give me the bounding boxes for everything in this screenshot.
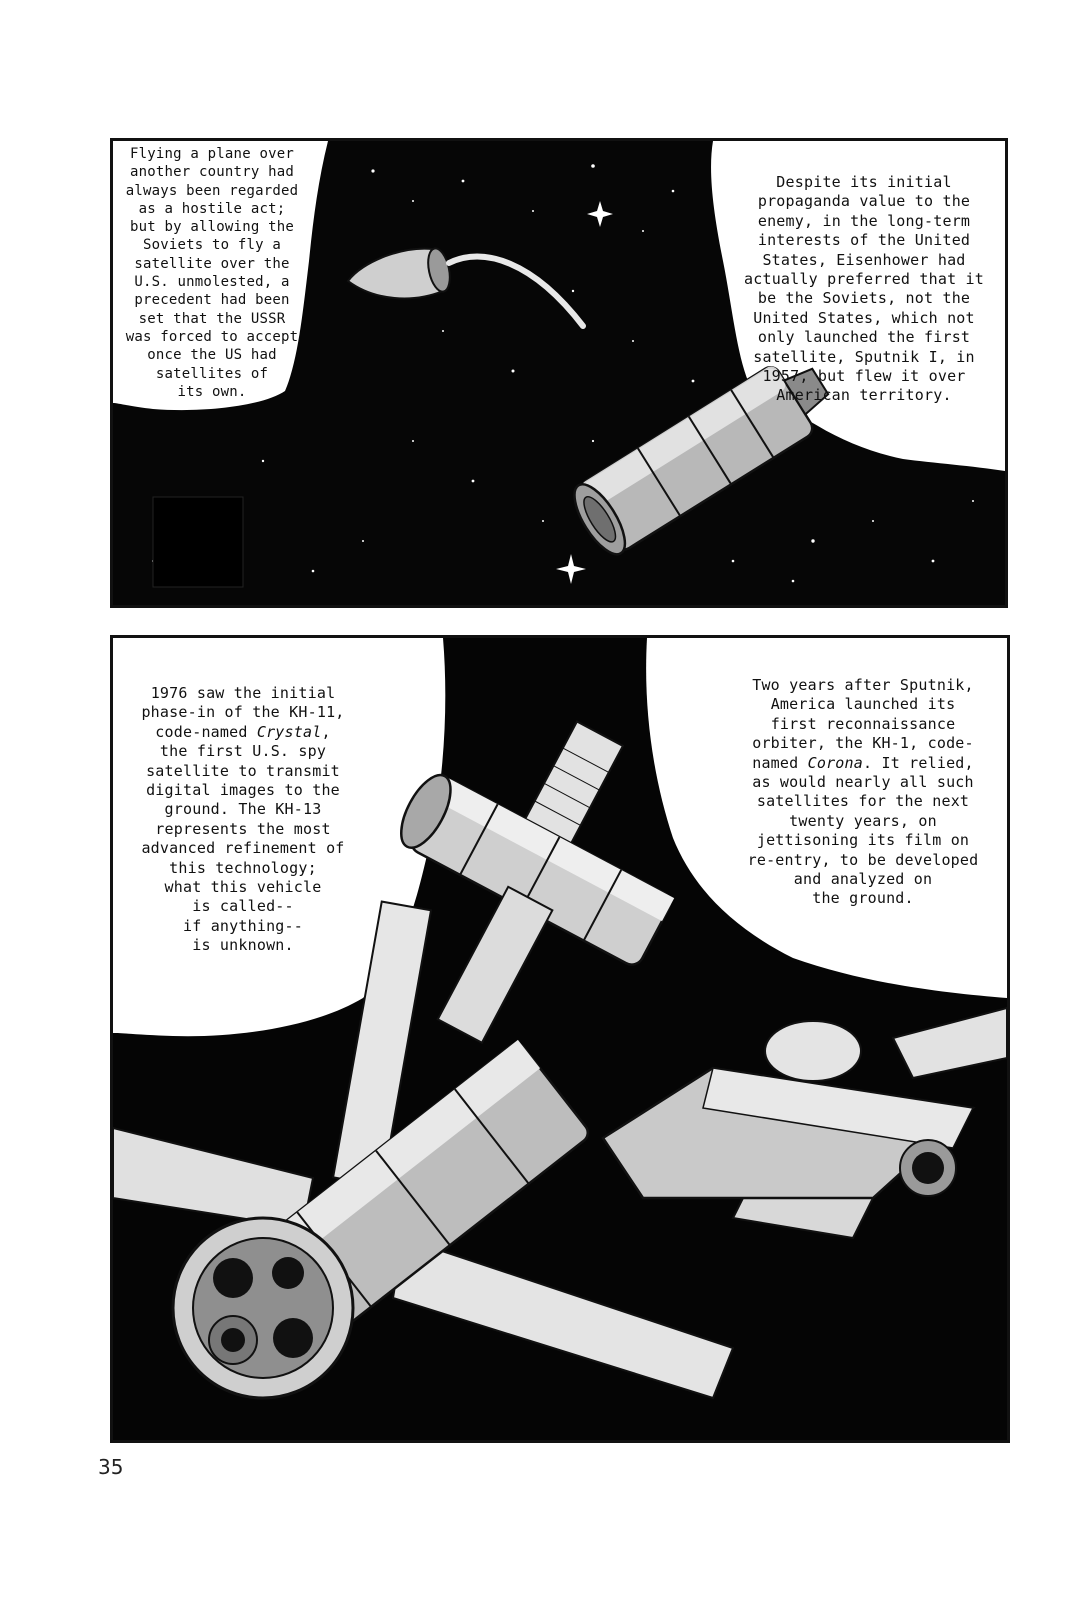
caption-left-top: Flying a plane over another country had always been regarded as a hostile act; but by allowing the Soviets to fly a satellite over the U.S. unmolested, a precedent had been set that the USSR was forced to accept once the US had satellites of its own. (125, 146, 299, 400)
caption-right-bottom (725, 676, 1001, 909)
caption-left-bottom (119, 684, 367, 956)
panel-spy-satellites (110, 635, 1010, 1443)
caption-left-bottom-codename: Crystal (256, 722, 322, 741)
caption-left-bottom-part1: 1976 saw the initial phase-in of the KH-11, code-named (141, 684, 345, 741)
caption-right-bottom-part1: Two years after Sputnik, America launched its first reconnaissance orbiter, the KH-1, code- named (752, 676, 974, 772)
panel-sputnik (110, 138, 1008, 608)
caption-right-bottom-codename: Corona (807, 753, 863, 772)
caption-left-bottom-part2: , the first U.S. spy satellite to transmit digital images to the ground. The KH-13 represents the most advanced refinement of this technology; what this vehicle is called-- if anything-- is unknown. (141, 722, 345, 955)
caption-right-bottom-part2: . It relied, as would nearly all such satellites for the next twenty years, on jettisoning its film on re-entry, to be developed and analyzed on the ground. (747, 753, 979, 908)
caption-right-top: Despite its initial propaganda value to the enemy, in the long-term interests of the United States, Eisenhower had actually preferred that it be the Soviets, not the United States, which not only launched the first satellite, Sputnik I, in 1957, but flew it over American territory. (744, 173, 984, 405)
page-number: 35 (98, 1455, 124, 1479)
